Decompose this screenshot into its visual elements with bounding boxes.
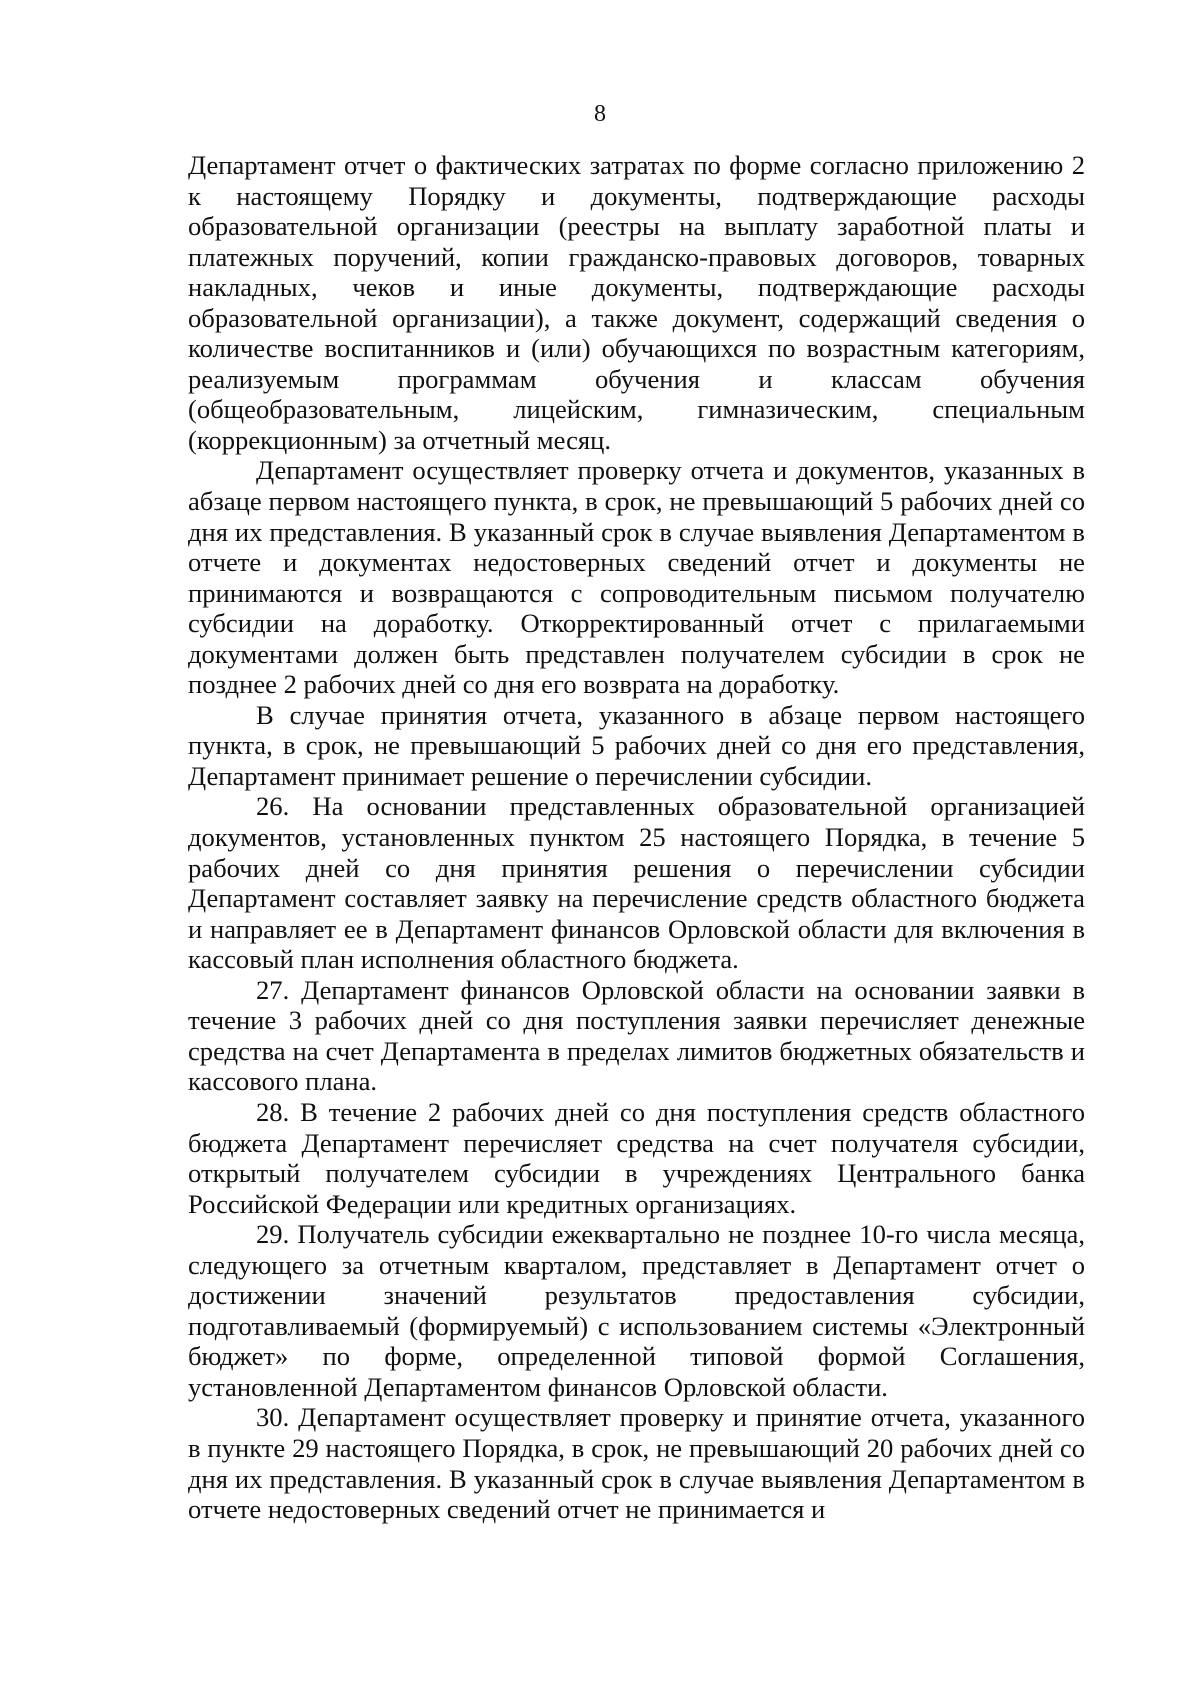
paragraph-report-acceptance: В случае принятия отчета, указанного в абзаце первом настоящего пункта, в срок, не превышающий 5 рабочих дней со дня его представления, Департамент принимает решение о перечислении субсидии. <box>188 699 1085 791</box>
paragraph-item-30: 30. Департамент осуществляет проверку и принятие отчета, указанного в пункте 29 настоящего Порядка, в срок, не превышающий 20 рабочих дней со дня их представления. В указанный срок в случае выявления Департаментом в отчете недостоверных сведений отчет не принимается и <box>188 1402 1085 1525</box>
page-number: 8 <box>594 101 606 127</box>
paragraph-item-27: 27. Департамент финансов Орловской области на основании заявки в течение 3 рабочих дней со дня поступления заявки перечисляет денежные средства на счет Департамента в пределах лимитов бюджетных обязательств и кассового плана. <box>188 974 1085 1097</box>
paragraph-report-verification: Департамент осуществляет проверку отчета и документов, указанных в абзаце первом настоящего пункта, в срок, не превышающий 5 рабочих дней со дня их представления. В указанный срок в случае выявления Департаментом в отчете и документах недостоверных сведений отчет и документы не принимаются и возвращаются с сопроводительным письмом получателю субсидии на доработку. Откорректированный отчет с прилагаемыми документами должен быть представлен получателем субсидии в срок не позднее 2 рабочих дней со дня его возврата на доработку. <box>188 455 1085 700</box>
document-body <box>188 150 1085 1525</box>
paragraph-item-26: 26. На основании представленных образовательной организацией документов, установленных пунктом 25 настоящего Порядка, в течение 5 рабочих дней со дня принятия решения о перечислении субсидии Департамент составляет заявку на перечисление средств областного бюджета и направляет ее в Департамент финансов Орловской области для включения в кассовый план исполнения областного бюджета. <box>188 791 1085 975</box>
paragraph-item-29: 29. Получатель субсидии ежеквартально не позднее 10-го числа месяца, следующего за отчетным кварталом, представляет в Департамент отчет о достижении значений результатов предоставления субсидии, подготавливаемый (формируемый) с использованием системы «Электронный бюджет» по форме, определенной типовой формой Соглашения, установленной Департаментом финансов Орловской области. <box>188 1219 1085 1402</box>
paragraph-item-28: 28. В течение 2 рабочих дней со дня поступления средств областного бюджета Департамент перечисляет средства на счет получателя субсидии, открытый получателем субсидии в учреждениях Центрального банка Российской Федерации или кредитных организациях. <box>188 1096 1085 1219</box>
paragraph-report-documents: Департамент отчет о фактических затратах по форме согласно приложению 2 к настоящему Порядку и документы, подтверждающие расходы образовательной организации (реестры на выплату заработной платы и платежных поручений, копии гражданско-правовых договоров, товарных накладных, чеков и иные документы, подтверждающие расходы образовательной организации), а также документ, содержащий сведения о количестве воспитанников и (или) обучающихся по возрастным категориям, реализуемым программам обучения и классам обучения (общеобразовательным, лицейским, гимназическим, специальным (коррекционным) за отчетный месяц. <box>188 150 1085 455</box>
